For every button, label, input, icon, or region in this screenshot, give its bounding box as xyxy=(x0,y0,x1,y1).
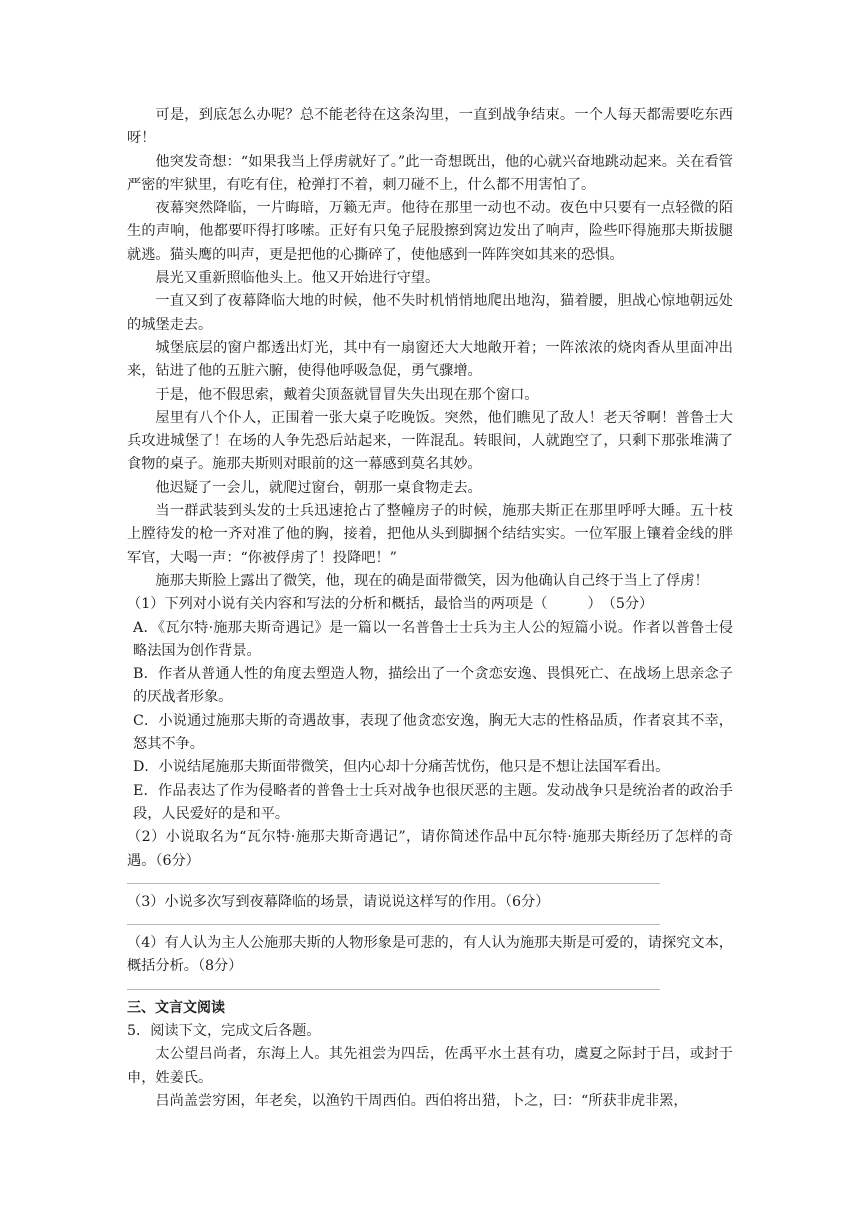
question-1-stem-end: ） （5分） xyxy=(587,596,654,613)
story-paragraph-1: 可是，到底怎么办呢？总不能老待在这条沟里，一直到战争结束。一个人每天都需要吃东西呀！ xyxy=(127,107,733,147)
story-paragraph-7: 于是，他不假思索，戴着尖顶盔就冒冒失失出现在那个窗口。 xyxy=(155,386,539,403)
question-4: （4）有人认为主人公施那夫斯的人物形象是可悲的，有人认为施那夫斯是可爱的，请探究文本，概括分析。（8分） xyxy=(127,935,733,975)
story-paragraph-9: 他迟疑了一会儿，就爬过窗台，朝那一桌食物走去。 xyxy=(155,479,482,496)
story-paragraph-11: 施那夫斯脸上露出了微笑，他，现在的确是面带微笑，因为他确认自己终于当上了俘虏！ xyxy=(155,572,709,589)
story-paragraph-2: 他突发奇想：“如果我当上俘虏就好了。”此一奇想既出，他的心就兴奋地跳动起来。关在看管严密的牢狱里，有吃有住，枪弹打不着，刺刀碰不上，什么都不用害怕了。 xyxy=(127,153,733,193)
classical-paragraph-2: 吕尚盖尝穷困，年老矣，以渔钓干周西伯。西伯将出猎，卜之，曰：“所获非虎非罴， xyxy=(155,1092,688,1109)
story-paragraph-3: 夜幕突然降临，一片晦暗，万籁无声。他待在那里一动也不动。夜色中只要有一点轻微的陌生的声响，他都要吓得打哆嗦。正好有只兔子屁股擦到窝边发出了响声，险些吓得施那夫斯拔腿就逃。猫头鹰的叫声，更是把他的心撕碎了，使他感到一阵阵突如其来的恐惧。 xyxy=(127,200,733,263)
answer-line-q4[interactable] xyxy=(127,989,660,990)
story-paragraph-6: 城堡底层的窗户都透出灯光，其中有一扇窗还大大地敞开着；一阵浓浓的烧肉香从里面冲出来，钻进了他的五脏六腑，使得他呼吸急促，勇气骤增。 xyxy=(127,339,733,380)
question-3: （3）小说多次写到夜幕降临的场景，请说说这样写的作用。（6分） xyxy=(127,893,550,910)
option-c: C．小说通过施那夫斯的奇遇故事，表现了他贪恋安逸，胸无大志的性格品质，作者哀其不幸，怒其不争。 xyxy=(133,712,733,753)
answer-line-q3[interactable] xyxy=(127,924,660,925)
option-a: A．《瓦尔特·施那夫斯奇遇记》是一篇以一名普鲁士士兵为主人公的短篇小说。作者以普鲁士侵略法国为创作背景。 xyxy=(133,619,733,659)
classical-paragraph-1: 太公望吕尚者，东海上人。其先祖尝为四岳，佐禹平水土甚有功，虞夏之际封于吕，或封于申，姓姜氏。 xyxy=(127,1046,733,1086)
answer-line-q2[interactable] xyxy=(127,883,660,884)
page-content xyxy=(127,104,733,1113)
story-paragraph-8: 屋里有八个仆人，正围着一张大桌子吃晚饭。突然，他们瞧见了敌人！老天爷啊！普鲁士大兵攻进城堡了！在场的人争先恐后站起来，一阵混乱。转眼间，人就跑空了，只剩下那张堆满了食物的桌子。施那夫斯则对眼前的这一幕感到莫名其妙。 xyxy=(127,409,733,473)
option-e: E．作品表达了作为侵略者的普鲁士士兵对战争也很厌恶的主题。发动战争只是统治者的政治手段，人民爱好的是和平。 xyxy=(133,782,733,822)
option-d: D．小说结尾施那夫斯面带微笑，但内心却十分痛苦忧伤，他只是不想让法国军看出。 xyxy=(133,759,670,776)
story-paragraph-4: 晨光又重新照临他头上。他又开始进行守望。 xyxy=(155,270,440,287)
option-b: B．作者从普通人性的角度去塑造人物，描绘出了一个贪恋安逸、畏惧死亡、在战场上思亲念子的厌战者形象。 xyxy=(133,666,733,706)
story-paragraph-10: 当一群武装到头发的士兵迅速抢占了整幢房子的时候，施那夫斯正在那里呼呼大睡。五十枝上膛待发的枪一齐对准了他的胸，接着，把他从头到脚捆个结结实实。一位军服上镶着金线的胖军官，大喝一声：“你被俘虏了！投降吧！” xyxy=(127,503,733,566)
story-paragraph-5: 一直又到了夜幕降临大地的时候，他不失时机悄悄地爬出地沟，猫着腰，胆战心惊地朝远处的城堡走去。 xyxy=(127,293,733,333)
question-1-stem-start: （1）下列对小说有关内容和写法的分析和概括，最恰当的两项是（ xyxy=(127,596,548,613)
question-5-instruction: 5．阅读下文，完成文后各题。 xyxy=(127,1022,321,1039)
question-1-stem xyxy=(127,593,733,616)
question-2: （2）小说取名为“瓦尔特·施那夫斯奇遇记”，请你简述作品中瓦尔特·施那夫斯经历了怎样的奇遇。（6分） xyxy=(127,829,733,869)
section-title-classical-chinese: 三、文言文阅读 xyxy=(127,999,225,1016)
